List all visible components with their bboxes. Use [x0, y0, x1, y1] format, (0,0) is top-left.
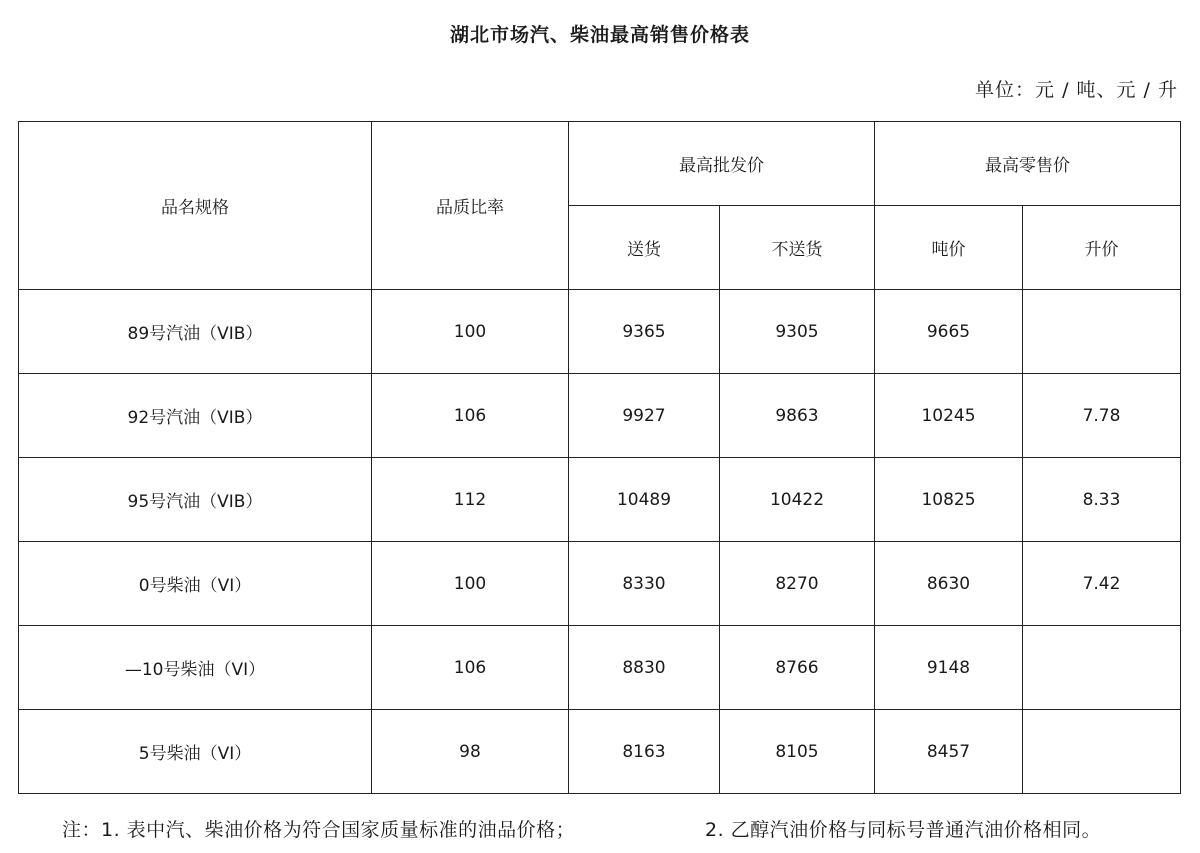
header-row-1: [19, 122, 1181, 206]
header-delivery: 送货: [569, 206, 720, 290]
cell-ratio: 112: [372, 458, 569, 542]
header-per-ton: 吨价: [875, 206, 1023, 290]
cell-no-delivery: 8105: [720, 710, 875, 794]
cell-delivery: 8830: [569, 626, 720, 710]
table-row: [19, 626, 1181, 710]
cell-per-liter: [1023, 626, 1181, 710]
footer-note-1: 注：1. 表中汽、柴油价格为符合国家质量标准的油品价格；: [62, 819, 576, 841]
cell-per-ton: 10825: [875, 458, 1023, 542]
cell-per-ton: 9665: [875, 290, 1023, 374]
cell-ratio: 106: [372, 626, 569, 710]
header-no-delivery: 不送货: [720, 206, 875, 290]
footer-note-2: 2. 乙醇汽油价格与同标号普通汽油价格相同。: [705, 819, 1102, 841]
cell-product: 89号汽油（VIB）: [19, 290, 372, 374]
cell-no-delivery: 9863: [720, 374, 875, 458]
table-row: [19, 458, 1181, 542]
table-row: [19, 710, 1181, 794]
cell-product: —10号柴油（VI）: [19, 626, 372, 710]
cell-no-delivery: 9305: [720, 290, 875, 374]
cell-product: 92号汽油（VIB）: [19, 374, 372, 458]
cell-per-liter: 7.78: [1023, 374, 1181, 458]
cell-no-delivery: 8270: [720, 542, 875, 626]
cell-product: 0号柴油（VI）: [19, 542, 372, 626]
cell-per-ton: 8630: [875, 542, 1023, 626]
cell-delivery: 9365: [569, 290, 720, 374]
cell-no-delivery: 10422: [720, 458, 875, 542]
table-row: [19, 290, 1181, 374]
cell-no-delivery: 8766: [720, 626, 875, 710]
cell-product: 95号汽油（VIB）: [19, 458, 372, 542]
cell-ratio: 100: [372, 290, 569, 374]
table-row: [19, 542, 1181, 626]
page-title: 湖北市场汽、柴油最高销售价格表: [449, 24, 750, 46]
footer-notes: [62, 815, 1102, 842]
cell-delivery: 10489: [569, 458, 720, 542]
cell-ratio: 98: [372, 710, 569, 794]
cell-per-liter: 7.42: [1023, 542, 1181, 626]
cell-delivery: 8330: [569, 542, 720, 626]
header-wholesale-group: 最高批发价: [569, 122, 875, 206]
header-product: 品名规格: [19, 122, 372, 290]
header-quality-ratio: 品质比率: [372, 122, 569, 290]
cell-per-ton: 8457: [875, 710, 1023, 794]
cell-product: 5号柴油（VI）: [19, 710, 372, 794]
cell-per-ton: 10245: [875, 374, 1023, 458]
cell-per-liter: 8.33: [1023, 458, 1181, 542]
cell-delivery: 8163: [569, 710, 720, 794]
table-row: [19, 374, 1181, 458]
cell-ratio: 106: [372, 374, 569, 458]
cell-delivery: 9927: [569, 374, 720, 458]
cell-per-liter: [1023, 290, 1181, 374]
cell-per-ton: 9148: [875, 626, 1023, 710]
cell-per-liter: [1023, 710, 1181, 794]
header-per-liter: 升价: [1023, 206, 1181, 290]
header-retail-group: 最高零售价: [875, 122, 1181, 206]
price-table: [18, 121, 1181, 794]
cell-ratio: 100: [372, 542, 569, 626]
unit-label: 单位：元 / 吨、元 / 升: [975, 79, 1178, 101]
